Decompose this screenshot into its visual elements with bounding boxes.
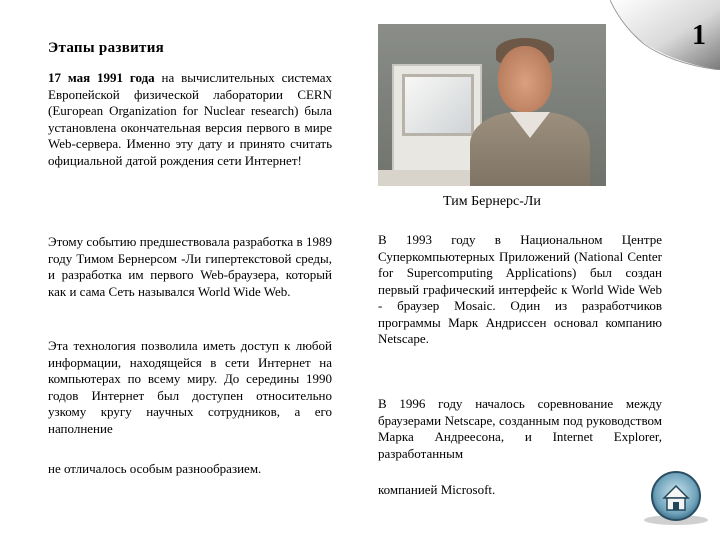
date-highlight: 17 мая 1991 года (48, 70, 155, 85)
page-title: Этапы развития (48, 40, 165, 56)
computer-monitor (392, 64, 482, 178)
home-button[interactable] (640, 468, 712, 526)
paragraph-text: на вычислительных системах Европейской физической лаборатории CERN (Euгopean Organization for Nuclear research) была установлена окончательная версия первого в мире Web-сервера. Именно эту дату и принято считать официальной датой рождения сети Интернет! (48, 70, 332, 168)
tim-berners-lee-photo (378, 24, 606, 186)
photo-caption: Тим Бернерс-Ли (443, 194, 541, 209)
paragraph-access: Эта технология позволила иметь доступ к любой информации, находящейся в сети Интернет на компьютерах по всему миру. До середины 1990 годов Интернет был доступен относительно узкому кругу научных сотрудников, а его наполнение (48, 338, 332, 436)
paragraph-browser-war: В 1996 году началось соревнование между браузерами Netscape, созданным под руководством Марка Андреесона, и Internet Explorer, разработанным (378, 396, 662, 461)
page-number: 1 (692, 20, 706, 51)
paragraph-access-end: не отличалось особым разнообразием. (48, 461, 262, 476)
paragraph-browser-war-end: компанией Microsoft. (378, 482, 496, 497)
person-head (498, 46, 552, 112)
paragraph-cern-server (48, 70, 332, 169)
paragraph-mosaic: В 1993 году в Национальном Центре Суперкомпьютерных Приложений (National Center for Supercomputing Applications) был создан первый графический интерфейс к World Wide Web - браузер Mosaic. Один из разработчиков программы Марк Андриссен основал компанию Netscape. (378, 232, 662, 346)
monitor-screen (402, 74, 474, 136)
paragraph-hypertext: Этому событию предшествовала разработка в 1989 году Тимом Бернерсом -Ли гипертекстовой среды, и разработка им первого Web-браузера, который как и сама Сеть назывался World Wide Web. (48, 234, 332, 299)
